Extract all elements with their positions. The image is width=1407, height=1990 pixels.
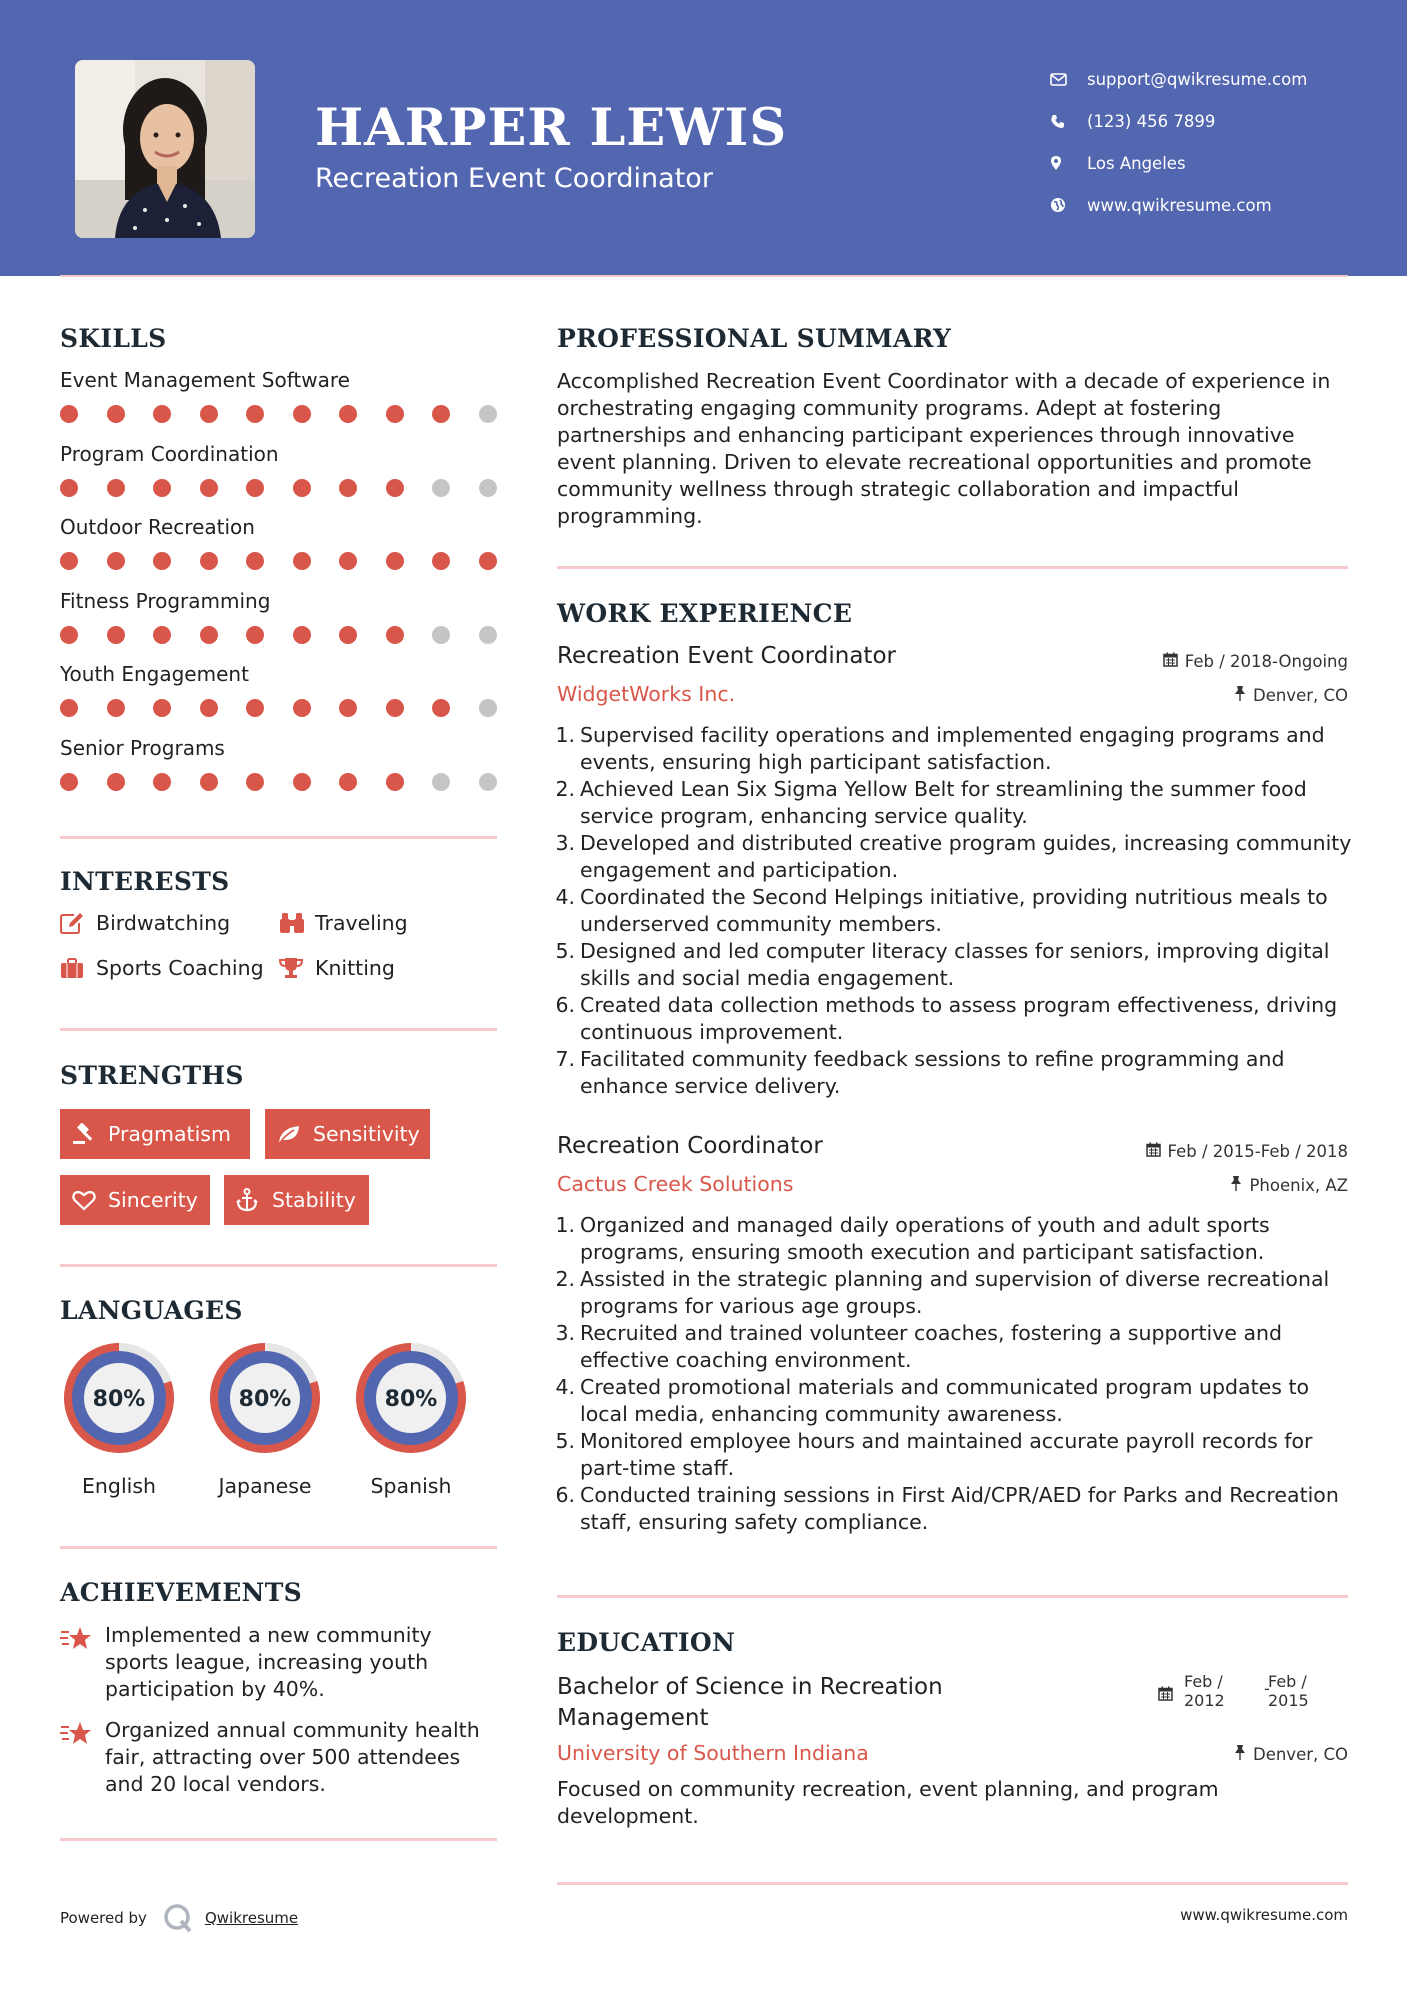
- job-location: [1234, 685, 1348, 705]
- skill-dot-filled: [339, 405, 357, 423]
- interest-label: Knitting: [315, 956, 395, 980]
- job-bullet: [553, 992, 1353, 1046]
- skill-name: Youth Engagement: [60, 662, 249, 686]
- experience-divider: [557, 1595, 1348, 1598]
- interest-item: [279, 956, 395, 980]
- bullet-text: Supervised facility operations and implemented engaging programs and events, ensuring high participant satisfaction.: [580, 723, 1325, 774]
- education-location: [1234, 1744, 1348, 1764]
- job-role: Recreation Event Coordinator: [315, 163, 713, 194]
- skill-dot-filled: [60, 699, 78, 717]
- strength-label: Stability: [272, 1188, 356, 1212]
- contact-website[interactable]: [1050, 184, 1307, 226]
- pushpin-icon: [1234, 685, 1246, 705]
- job-dates-text: Feb / 2015-Feb / 2018: [1167, 1142, 1348, 1161]
- bullet-number: 4.: [555, 1375, 575, 1399]
- skill-dot-filled: [293, 479, 311, 497]
- summary-divider: [557, 566, 1348, 569]
- experience-heading: WORK EXPERIENCE: [557, 599, 853, 628]
- bullet-number: 6.: [555, 1483, 575, 1507]
- language-percent: 80%: [92, 1387, 146, 1412]
- skill-dot-filled: [246, 405, 264, 423]
- skill-dot-filled: [246, 773, 264, 791]
- interest-item: [279, 911, 408, 935]
- skill-dot-filled: [386, 479, 404, 497]
- phone-icon: [1050, 114, 1087, 129]
- job-bullet: [553, 776, 1353, 830]
- language-ring: [349, 1336, 473, 1465]
- skill-dot-filled: [200, 773, 218, 791]
- skill-dot-filled: [246, 479, 264, 497]
- job-bullet: [553, 1212, 1353, 1266]
- skills-heading: SKILLS: [60, 324, 167, 353]
- job-bullet-list: [553, 722, 1353, 1100]
- job-dates: [1146, 1142, 1348, 1161]
- job-location: [1230, 1175, 1348, 1195]
- skill-dot-filled: [432, 552, 450, 570]
- skill-rating: [60, 626, 500, 646]
- company-name: WidgetWorks Inc.: [557, 682, 736, 706]
- job-dates-text: Feb / 2018-Ongoing: [1184, 652, 1348, 671]
- job-bullet-list: [553, 1212, 1353, 1536]
- education-end-year: 2015: [1268, 1691, 1309, 1710]
- bullet-number: 3.: [555, 1321, 575, 1345]
- language-ring: [203, 1336, 327, 1465]
- bullet-text: Monitored employee hours and maintained accurate payroll records for part-time staff.: [580, 1429, 1313, 1480]
- job-bullet: [553, 1266, 1353, 1320]
- pushpin-icon: [1234, 1744, 1246, 1764]
- skill-dot-filled: [60, 552, 78, 570]
- school-name: University of Southern Indiana: [557, 1741, 869, 1765]
- education-start-year: 2012: [1184, 1691, 1225, 1710]
- bullet-text: Recruited and trained volunteer coaches, fostering a supportive and effective coaching environment.: [580, 1321, 1283, 1372]
- skill-dot-filled: [293, 773, 311, 791]
- contact-phone[interactable]: [1050, 100, 1307, 142]
- skill-name: Outdoor Recreation: [60, 515, 255, 539]
- degree-line: Management: [557, 1705, 709, 1731]
- skill-dot-filled: [107, 699, 125, 717]
- skill-dot-filled: [107, 626, 125, 644]
- bullet-text: Created promotional materials and communicated program updates to local media, enhancing community awareness.: [580, 1375, 1310, 1426]
- bullet-number: 3.: [555, 831, 575, 855]
- skill-dot-filled: [107, 479, 125, 497]
- skill-dot-filled: [339, 773, 357, 791]
- interest-label: Birdwatching: [96, 911, 231, 935]
- bullet-number: 7.: [555, 1047, 575, 1071]
- star-icon: [60, 1622, 105, 1703]
- calendar-icon: [1163, 652, 1178, 671]
- bullet-number: 2.: [555, 777, 575, 801]
- job-bullet: [553, 938, 1353, 992]
- skill-name: Program Coordination: [60, 441, 279, 466]
- education-end: [1268, 1672, 1309, 1710]
- skill-dot-empty: [479, 479, 497, 497]
- interests-heading: INTERESTS: [60, 867, 230, 896]
- skill-dot-empty: [479, 773, 497, 791]
- contact-phone-text: (123) 456 7899: [1087, 111, 1216, 131]
- education-start-month: Feb /: [1184, 1672, 1223, 1691]
- contact-website-text: www.qwikresume.com: [1087, 195, 1272, 215]
- language-percent: 80%: [238, 1387, 292, 1412]
- skill-dot-filled: [153, 626, 171, 644]
- skill-dot-filled: [386, 405, 404, 423]
- skill-dot-filled: [432, 699, 450, 717]
- strength-badge: [60, 1175, 210, 1225]
- skill-rating: [60, 773, 500, 793]
- globe-icon: [1050, 197, 1087, 213]
- strength-badge: [60, 1109, 250, 1159]
- job-bullet: [553, 884, 1353, 938]
- full-name: HARPER LEWIS: [315, 98, 788, 158]
- skill-dot-filled: [107, 773, 125, 791]
- bullet-text: Developed and distributed creative program guides, increasing community engagement and participation.: [580, 831, 1352, 882]
- skill-dot-filled: [293, 405, 311, 423]
- skill-dot-empty: [432, 479, 450, 497]
- education-date-dash: -: [1264, 1679, 1270, 1698]
- job-dates: [1163, 652, 1348, 671]
- skill-name: Senior Programs: [60, 735, 225, 760]
- language-percent: 80%: [384, 1387, 438, 1412]
- skill-dot-filled: [386, 699, 404, 717]
- skill-dot-filled: [200, 699, 218, 717]
- languages-heading: LANGUAGES: [60, 1296, 243, 1325]
- education-end-month: Feb /: [1268, 1672, 1307, 1691]
- achievements-divider: [60, 1838, 497, 1841]
- interest-label: Sports Coaching: [96, 956, 264, 980]
- skill-dot-filled: [432, 405, 450, 423]
- skill-dot-filled: [293, 552, 311, 570]
- contact-location: [1050, 142, 1307, 184]
- footer-powered-by: [60, 1903, 298, 1933]
- skill-dot-filled: [246, 699, 264, 717]
- contact-email[interactable]: [1050, 58, 1307, 100]
- envelope-icon: [1050, 73, 1087, 86]
- trophy-icon: [279, 957, 315, 979]
- skill-dot-filled: [107, 552, 125, 570]
- languages-divider: [60, 1546, 497, 1549]
- achievement-text: Implemented a new community sports league, increasing youth participation by 40%.: [105, 1623, 432, 1701]
- skill-dot-filled: [200, 479, 218, 497]
- education-start: [1184, 1672, 1225, 1710]
- achievement-text: Organized annual community health fair, attracting over 500 attendees and 20 local vendors.: [105, 1718, 480, 1796]
- skill-dot-filled: [60, 773, 78, 791]
- contact-location-text: Los Angeles: [1087, 153, 1186, 173]
- briefcase-icon: [60, 958, 96, 979]
- skills-divider: [60, 836, 497, 839]
- job-location-text: Phoenix, AZ: [1249, 1175, 1348, 1195]
- achievement-item: [60, 1717, 500, 1798]
- job-location-text: Denver, CO: [1252, 685, 1348, 705]
- skill-dot-filled: [386, 552, 404, 570]
- language-ring-chart: [203, 1336, 327, 1460]
- skill-dot-filled: [293, 626, 311, 644]
- skill-dot-filled: [386, 773, 404, 791]
- strengths-heading: STRENGTHS: [60, 1061, 244, 1090]
- education-description: Focused on community recreation, event planning, and program development.: [557, 1777, 1219, 1828]
- map-marker-icon: [1050, 155, 1087, 171]
- skill-dot-filled: [246, 626, 264, 644]
- education-location-text: Denver, CO: [1252, 1744, 1348, 1764]
- job-bullet: [553, 1374, 1353, 1428]
- skill-rating: [60, 405, 500, 425]
- bullet-number: 6.: [555, 993, 575, 1017]
- bullet-number: 4.: [555, 885, 575, 909]
- skill-dot-filled: [339, 552, 357, 570]
- skill-dot-filled: [107, 405, 125, 423]
- calendar-icon: [1158, 1686, 1173, 1705]
- education-divider: [557, 1882, 1348, 1885]
- education-dates: [1158, 1672, 1348, 1712]
- language-name: Spanish: [370, 1474, 452, 1498]
- contact-list: [1050, 58, 1307, 226]
- resume-header: [0, 0, 1407, 276]
- job-bullet: [553, 1482, 1353, 1536]
- skill-dot-filled: [153, 699, 171, 717]
- interests-divider: [60, 1028, 497, 1031]
- strength-label: Sincerity: [108, 1188, 198, 1212]
- achievements-heading: ACHIEVEMENTS: [60, 1578, 302, 1607]
- header-divider: [60, 275, 1348, 277]
- job-title: Recreation Coordinator: [557, 1133, 823, 1159]
- skill-dot-filled: [339, 699, 357, 717]
- bullet-text: Achieved Lean Six Sigma Yellow Belt for streamlining the summer food service program, enhancing service quality.: [580, 777, 1307, 828]
- skill-dot-filled: [200, 552, 218, 570]
- qwikresume-link[interactable]: Qwikresume: [204, 1909, 299, 1927]
- skill-dot-filled: [339, 479, 357, 497]
- strengths-divider: [60, 1264, 497, 1267]
- company-name: Cactus Creek Solutions: [557, 1172, 794, 1196]
- skill-dot-filled: [60, 405, 78, 423]
- bullet-text: Assisted in the strategic planning and supervision of diverse recreational programs for various age groups.: [580, 1267, 1330, 1318]
- bullet-number: 1.: [555, 723, 575, 747]
- skill-rating: [60, 699, 500, 719]
- summary-text: Accomplished Recreation Event Coordinator with a decade of experience in orchestrating engaging community programs. Adept at fostering partnerships and enhancing participant experiences through innovative event planning. Driven to elevate recreational opportunities and promote community wellness through strategic collaboration and impactful programming.: [557, 369, 1331, 528]
- star-icon: [60, 1717, 105, 1798]
- binoculars-icon: [279, 912, 315, 934]
- skill-rating: [60, 552, 500, 572]
- language-ring-chart: [57, 1336, 181, 1460]
- job-bullet: [553, 1428, 1353, 1482]
- calendar-icon: [1146, 1142, 1161, 1161]
- achievement-item: [60, 1622, 500, 1703]
- job-title: Recreation Event Coordinator: [557, 643, 896, 669]
- job-bullet: [553, 1046, 1353, 1100]
- skill-dot-empty: [432, 626, 450, 644]
- summary-heading: PROFESSIONAL SUMMARY: [557, 324, 952, 353]
- profile-photo: [75, 60, 255, 238]
- leaf-icon: [277, 1124, 313, 1144]
- education-heading: EDUCATION: [557, 1628, 736, 1657]
- skill-dot-filled: [479, 552, 497, 570]
- skill-dot-filled: [153, 479, 171, 497]
- gavel-icon: [72, 1123, 108, 1145]
- language-ring-chart: [349, 1336, 473, 1460]
- bullet-number: 1.: [555, 1213, 575, 1237]
- strength-label: Pragmatism: [108, 1122, 231, 1146]
- strength-badge: [265, 1109, 430, 1159]
- skill-dot-filled: [60, 479, 78, 497]
- skill-dot-filled: [153, 405, 171, 423]
- job-bullet: [553, 1320, 1353, 1374]
- strength-label: Sensitivity: [313, 1122, 420, 1146]
- interest-label: Traveling: [315, 911, 408, 935]
- bullet-number: 2.: [555, 1267, 575, 1291]
- skill-dot-empty: [479, 405, 497, 423]
- skill-dot-empty: [432, 773, 450, 791]
- skill-dot-filled: [153, 552, 171, 570]
- bullet-text: Conducted training sessions in First Aid/CPR/AED for Parks and Recreation staff, ensuring safety compliance.: [580, 1483, 1339, 1534]
- qwikresume-logo-icon: [163, 1903, 193, 1933]
- job-bullet: [553, 830, 1353, 884]
- skill-dot-empty: [479, 626, 497, 644]
- bullet-text: Facilitated community feedback sessions to refine programming and enhance service delivery.: [580, 1047, 1285, 1098]
- bullet-text: Created data collection methods to assess program effectiveness, driving continuous improvement.: [580, 993, 1338, 1044]
- pencil-square-icon: [60, 912, 96, 934]
- heart-icon: [72, 1190, 108, 1211]
- pushpin-icon: [1230, 1175, 1242, 1195]
- degree-title: [557, 1672, 943, 1734]
- skill-dot-filled: [293, 699, 311, 717]
- language-name: English: [81, 1474, 157, 1498]
- bullet-text: Coordinated the Second Helpings initiative, providing nutritious meals to underserved community members.: [580, 885, 1328, 936]
- strength-badge: [224, 1175, 369, 1225]
- skill-dot-filled: [60, 626, 78, 644]
- bullet-text: Organized and managed daily operations of youth and adult sports programs, ensuring smooth execution and participant satisfaction.: [580, 1213, 1270, 1264]
- interest-item: [60, 911, 230, 935]
- skill-dot-filled: [339, 626, 357, 644]
- skill-dot-filled: [386, 626, 404, 644]
- bullet-number: 5.: [555, 939, 575, 963]
- skill-dot-filled: [200, 626, 218, 644]
- skill-rating: [60, 479, 500, 499]
- bullet-number: 5.: [555, 1429, 575, 1453]
- interest-item: [60, 956, 264, 980]
- language-ring: [57, 1336, 181, 1465]
- skill-name: Event Management Software: [60, 368, 350, 392]
- skill-name: Fitness Programming: [60, 588, 271, 613]
- skill-dot-filled: [246, 552, 264, 570]
- footer-website[interactable]: www.qwikresume.com: [1180, 1906, 1348, 1924]
- skill-dot-filled: [153, 773, 171, 791]
- language-name: Japanese: [218, 1474, 312, 1498]
- contact-email-text: support@qwikresume.com: [1087, 69, 1308, 89]
- degree-line: Bachelor of Science in Recreation: [557, 1674, 943, 1700]
- job-bullet: [553, 722, 1353, 776]
- skill-dot-filled: [200, 405, 218, 423]
- bullet-text: Designed and led computer literacy classes for seniors, improving digital skills and social media engagement.: [580, 939, 1330, 990]
- anchor-icon: [236, 1188, 272, 1212]
- skill-dot-empty: [479, 699, 497, 717]
- powered-by-label: Powered by: [60, 1909, 147, 1927]
